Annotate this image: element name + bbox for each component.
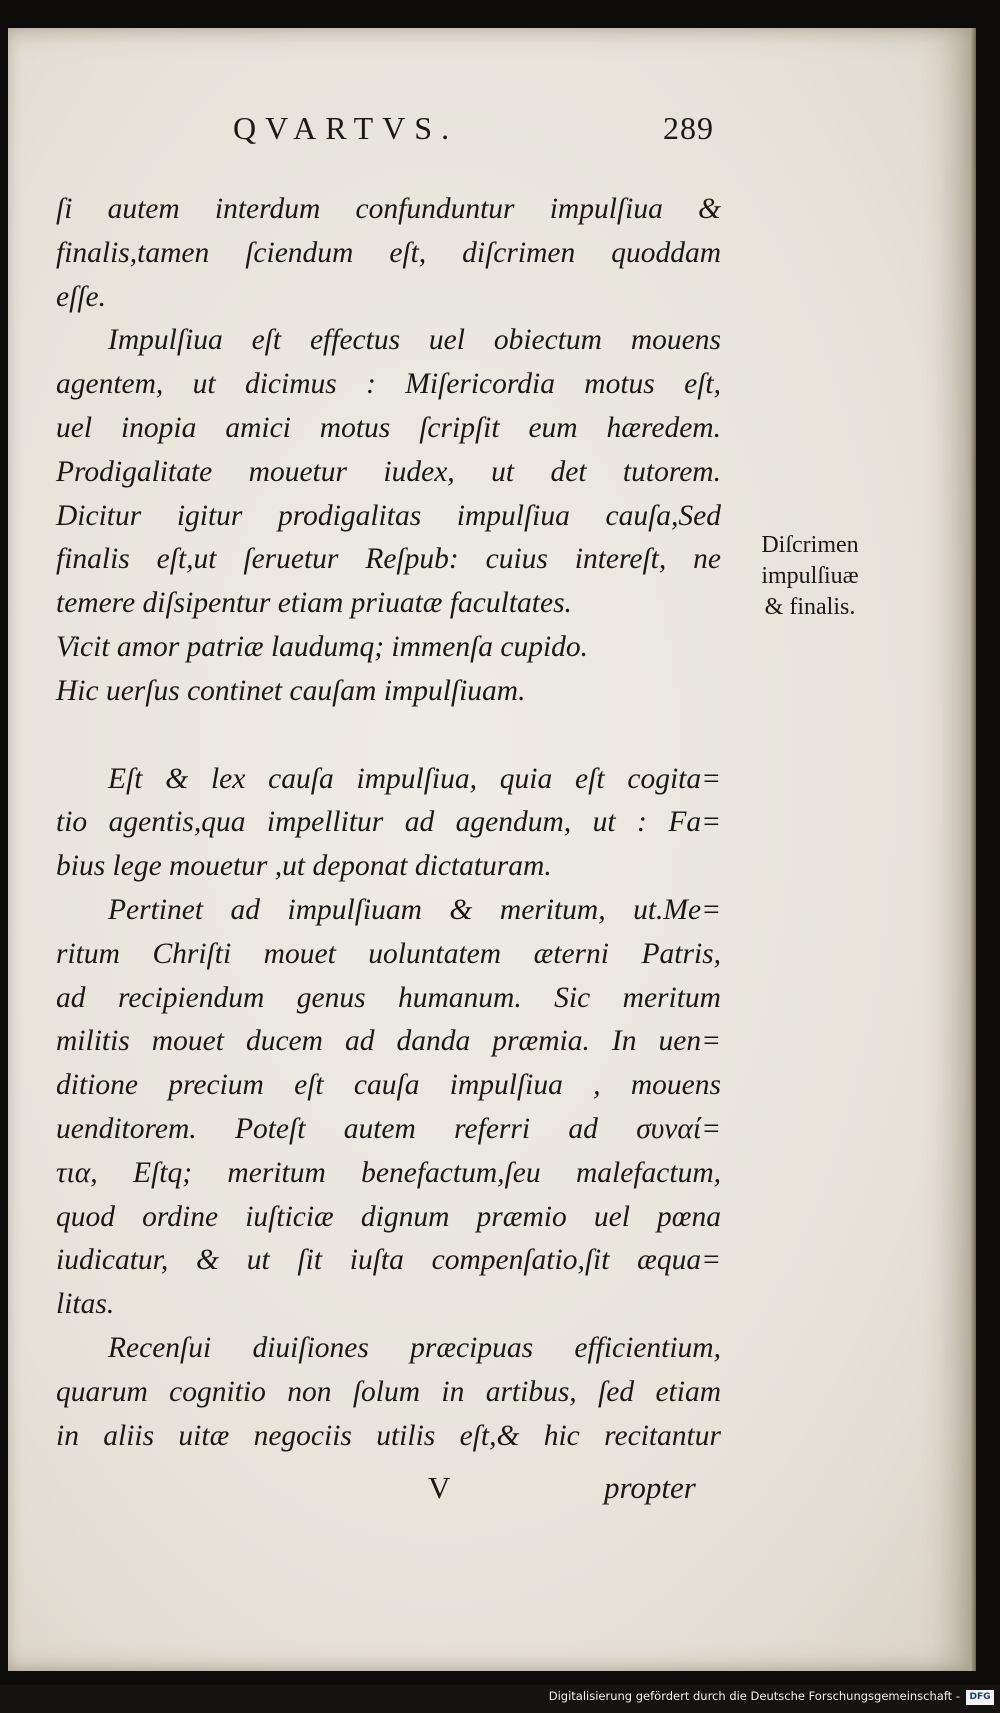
text-line: ritum Chriſti mouet uoluntatem æterni Patris, [56, 937, 721, 970]
book-page [8, 28, 970, 1671]
dfg-logo-icon: DFG [966, 1690, 994, 1705]
running-head-title: QVARTVS. [233, 110, 459, 146]
text-line: quarum cognitio non ſolum in artibus, ſed etiam [56, 1375, 721, 1408]
text-line: in aliis uitæ negociis utilis eſt,& hic recitantur [56, 1419, 721, 1452]
text-line: Dicitur igitur prodigalitas impulſiua cauſa,Sed [56, 499, 721, 532]
text-line: bius lege mouetur ,ut deponat dictaturam. [56, 850, 552, 883]
funding-notice: Digitalisierung gefördert durch die Deutsche Forschungsgemeinschaft - [548, 1689, 960, 1703]
text-line: temere diſsipentur etiam priuatæ facultates. [56, 587, 572, 620]
footer-bar [0, 1685, 1000, 1713]
text-line: iudicatur, & ut ſit iuſta compenſatio,ſit æqua= [56, 1244, 721, 1277]
text-line: quod ordine iuſticiæ dignum præmio uel pœna [56, 1200, 721, 1233]
text-line: litas. [56, 1288, 115, 1321]
running-head [8, 110, 970, 160]
text-line: ditione precium eſt cauſa impulſiua , mouens [56, 1069, 721, 1102]
text-line: Vicit amor patriæ laudumq; immenſa cupido. [56, 630, 589, 663]
text-line: τια, Eſtq; meritum benefactum,ſeu malefactum, [56, 1156, 721, 1189]
page-edge [970, 28, 976, 1671]
text-line: agentem, ut dicimus : Miſericordia motus eſt, [56, 368, 721, 401]
text-line: Eſt & lex cauſa impulſiua, quia eſt cogita= [108, 762, 721, 795]
text-line: tio agentis,qua impellitur ad agendum, ut : Fa= [56, 806, 721, 839]
text-line: finalis,tamen ſciendum eſt, diſcrimen quoddam [56, 236, 721, 269]
marginal-note [730, 530, 890, 623]
text-line: ſi autem interdum confunduntur impulſiua & [56, 193, 721, 225]
page-foot [8, 1470, 970, 1518]
text-line: finalis eſt,ut ſeruetur Reſpub: cuius intereſt, ne [56, 543, 721, 576]
catchword: propter [604, 1470, 696, 1505]
body-text [56, 188, 721, 1458]
page-number: 289 [663, 110, 714, 146]
marginal-note-line: & finalis. [764, 594, 856, 620]
marginal-note-line: impulſiuæ [761, 563, 859, 589]
text-line [56, 714, 721, 758]
text-line: ad recipiendum genus humanum. Sic meritum [56, 981, 721, 1014]
signature-mark: V [428, 1470, 451, 1505]
text-line: militis mouet ducem ad danda præmia. In uen= [56, 1025, 721, 1058]
text-line: Hic uerſus continet cauſam impulſiuam. [56, 674, 526, 707]
marginal-note-line: Diſcrimen [761, 532, 859, 558]
text-line: Recenſui diuiſiones præcipuas efficientium, [108, 1331, 721, 1364]
text-line: Pertinet ad impulſiuam & meritum, ut.Me= [108, 893, 721, 926]
text-line: Prodigalitate mouetur iudex, ut det tutorem. [56, 455, 721, 488]
text-line: eſſe. [56, 280, 106, 313]
text-line: Impulſiua eſt effectus uel obiectum mouens [108, 324, 721, 357]
text-line: uel inopia amici motus ſcripſit eum hæredem. [56, 411, 721, 444]
text-line: uenditorem. Poteſt autem referri ad συναί= [56, 1112, 721, 1145]
